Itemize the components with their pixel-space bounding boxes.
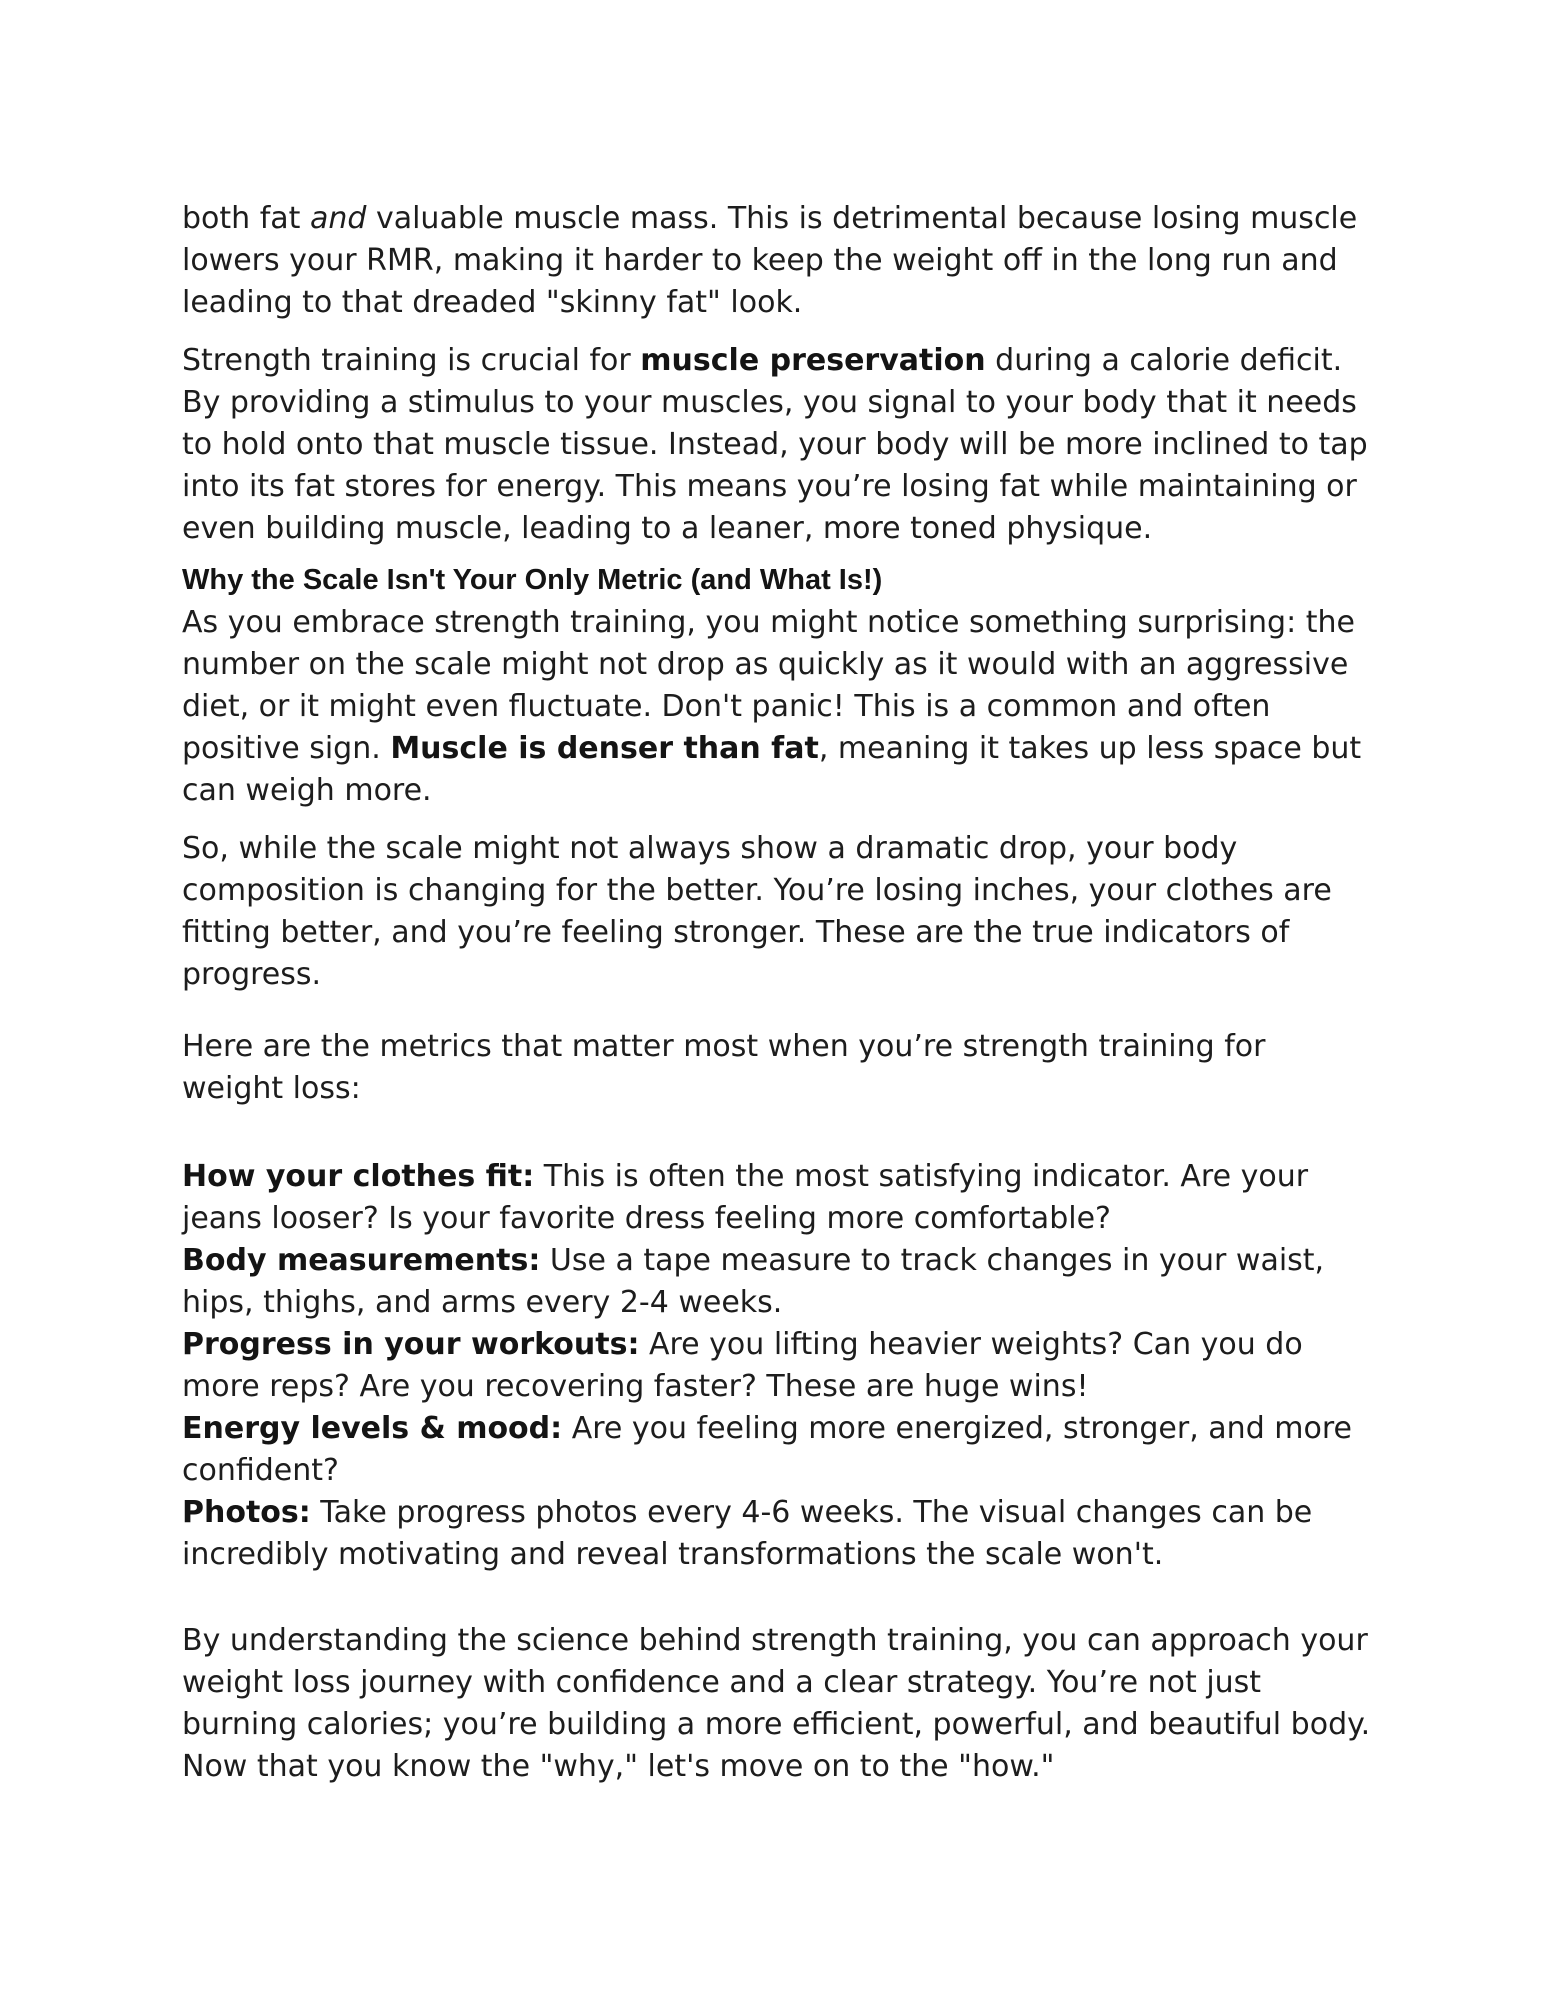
document-body <box>182 198 1372 1788</box>
metric-label: Energy levels & mood: <box>182 1411 563 1446</box>
paragraph-text: both fat <box>182 201 310 236</box>
paragraph-metrics-intro: Here are the metrics that matter most when you’re strength training for weight loss: <box>182 1029 1266 1106</box>
paragraph-text: valuable muscle mass. This is detrimental because losing muscle lowers your RMR, making it harder to keep the weight off in the long run and leading to that dreaded "skinny fat" look. <box>182 201 1358 320</box>
metric-text: Are you lifting heavier weights? Can you do more reps? Are you recovering faster? These are huge wins! <box>182 1327 1303 1404</box>
list-item <box>182 1492 1372 1576</box>
paragraph-text: during a calorie deficit. By providing a stimulus to your muscles, you signal to your body that it needs to hold onto that muscle tissue. Instead, your body will be more inclined to tap into its fat stores for energy. This means you’re losing fat while maintaining or even building muscle, leading to a leaner, more toned physique. <box>182 343 1368 546</box>
list-item <box>182 1156 1372 1240</box>
paragraph-text: Strength training is crucial for <box>182 343 641 378</box>
metric-label: Photos: <box>182 1495 311 1530</box>
metric-label: Body measurements: <box>182 1243 541 1278</box>
paragraph-scale-surprise <box>182 602 1372 812</box>
list-item <box>182 1408 1372 1492</box>
paragraph-muscle-loss <box>182 198 1372 324</box>
paragraph-muscle-preservation <box>182 340 1372 550</box>
metric-text: This is often the most satisfying indicator. Are your jeans looser? Is your favorite dress feeling more comfortable? <box>182 1159 1309 1236</box>
metric-text: Are you feeling more energized, stronger, and more confident? <box>182 1411 1352 1488</box>
list-item <box>182 1240 1372 1324</box>
bold-text: Muscle is denser than fat <box>390 731 819 766</box>
metric-text: Take progress photos every 4-6 weeks. The visual changes can be incredibly motivating and reveal transformations the scale won't. <box>182 1495 1313 1572</box>
metric-label: How your clothes fit: <box>182 1159 535 1194</box>
section-heading: Why the Scale Isn't Your Only Metric (and What Is!) <box>182 564 883 596</box>
list-item <box>182 1324 1372 1408</box>
metric-text: Use a tape measure to track changes in your waist, hips, thighs, and arms every 2-4 weeks. <box>182 1243 1325 1320</box>
bold-text: muscle preservation <box>640 343 986 378</box>
paragraph-text: , meaning it takes up less space but can weigh more. <box>182 731 1362 808</box>
metric-label: Progress in your workouts: <box>182 1327 640 1362</box>
metrics-list <box>182 1156 1372 1576</box>
paragraph-body-composition: So, while the scale might not always show a dramatic drop, your body composition is changing for the better. You’re losing inches, your clothes are fitting better, and you’re feeling stronger. These are the true indicators of progress. <box>182 831 1332 992</box>
paragraph-text: As you embrace strength training, you might notice something surprising: the number on the scale might not drop as quickly as it would with an aggressive diet, or it might even fluctuate. Don't panic! This is a common and often positive sign. <box>182 605 1355 766</box>
paragraph-conclusion: By understanding the science behind strength training, you can approach your weight loss journey with confidence and a clear strategy. You’re not just burning calories; you’re building a more efficient, powerful, and beautiful body. Now that you know the "why," let's move on to the "how." <box>182 1623 1371 1784</box>
emphasis-text: and <box>309 201 367 236</box>
